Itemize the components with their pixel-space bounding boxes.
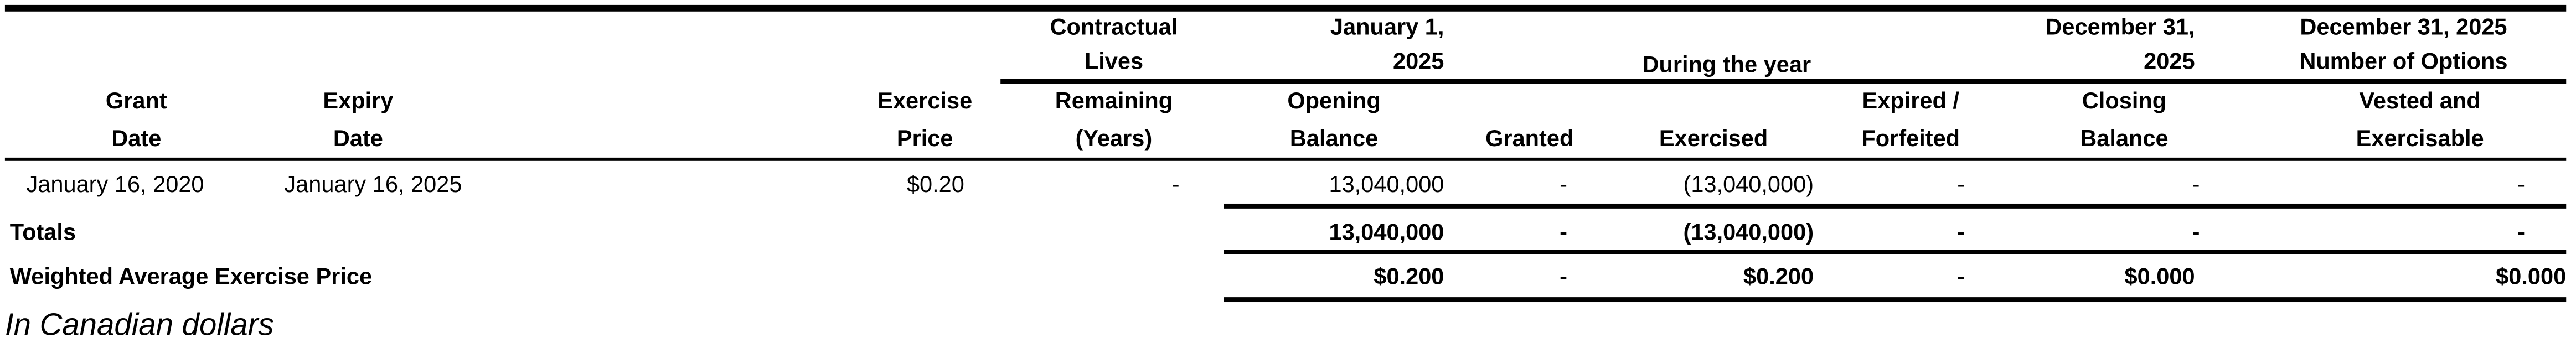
col-header-remaining: Remaining (1055, 87, 1173, 113)
totals-granted: - (1560, 218, 1567, 245)
group-header-rule (1000, 79, 2566, 82)
col-header-vested: Exercisable (2356, 124, 2484, 152)
col-header-opening: Opening (1287, 87, 1381, 113)
group-header-options-date: Number of Options (2299, 48, 2508, 74)
waep-granted: - (1560, 262, 1567, 289)
col-header-exercised: Exercised (1659, 124, 1768, 152)
totals-closing: - (2192, 218, 2200, 245)
cell-exercised: (13,040,000) (1683, 170, 1814, 198)
col-header-exercise-price: Price (896, 124, 953, 152)
cell-grant-date: January 16, 2020 (26, 170, 204, 198)
footnote: In Canadian dollars (4, 308, 274, 344)
cell-exercise-price: $0.20 (906, 170, 964, 198)
cell-vested: - (2517, 170, 2526, 198)
waep-bottom-rule (1224, 297, 2566, 302)
waep-label: Weighted Average Exercise Price (9, 262, 373, 289)
group-header-closing-date: December 31, (2045, 13, 2195, 40)
group-header-contractual: Lives (1084, 48, 1144, 74)
cell-granted: - (1560, 170, 1567, 198)
col-header-closing: Balance (2080, 124, 2169, 152)
col-header-expiry-date: Expiry (323, 87, 394, 113)
group-header-closing-date: 2025 (2144, 48, 2195, 74)
group-header-opening-date: January 1, (1330, 13, 1444, 40)
totals-exercised: (13,040,000) (1683, 218, 1814, 245)
cell-closing: - (2192, 170, 2200, 198)
col-header-grant-date: Grant (105, 87, 167, 113)
waep-vested: $0.000 (2496, 262, 2567, 289)
totals-top-rule (1224, 204, 2566, 207)
cell-opening: 13,040,000 (1329, 170, 1444, 198)
totals-bottom-rule (1224, 249, 2566, 254)
col-header-expired: Expired / (1862, 87, 1959, 113)
header-bottom-rule (5, 157, 2566, 160)
waep-opening: $0.200 (1374, 262, 1444, 289)
col-header-grant-date: Date (111, 124, 162, 152)
col-header-vested: Vested and (2359, 87, 2481, 113)
group-header-options-date: December 31, 2025 (2300, 13, 2507, 40)
totals-opening: 13,040,000 (1329, 218, 1444, 245)
col-header-opening: Balance (1289, 124, 1379, 152)
group-header-opening-date: 2025 (1392, 48, 1444, 74)
group-header-contractual: Contractual (1050, 13, 1178, 40)
waep-expired: - (1957, 262, 1965, 289)
top-rule (5, 5, 2566, 11)
col-header-granted: Granted (1485, 124, 1574, 152)
cell-expiry-date: January 16, 2025 (284, 170, 462, 198)
waep-exercised: $0.200 (1743, 262, 1814, 289)
col-header-expiry-date: Date (333, 124, 383, 152)
totals-vested: - (2517, 218, 2526, 245)
totals-label: Totals (9, 218, 76, 245)
cell-expired: - (1957, 170, 1965, 198)
group-header-during-year: During the year (1642, 50, 1811, 77)
totals-expired: - (1957, 218, 1965, 245)
col-header-exercise-price: Exercise (877, 87, 973, 113)
cell-remaining: - (1171, 170, 1180, 198)
col-header-closing: Closing (2082, 87, 2167, 113)
col-header-remaining: (Years) (1075, 124, 1153, 152)
col-header-expired: Forfeited (1861, 124, 1960, 152)
waep-closing: $0.000 (2124, 262, 2195, 289)
